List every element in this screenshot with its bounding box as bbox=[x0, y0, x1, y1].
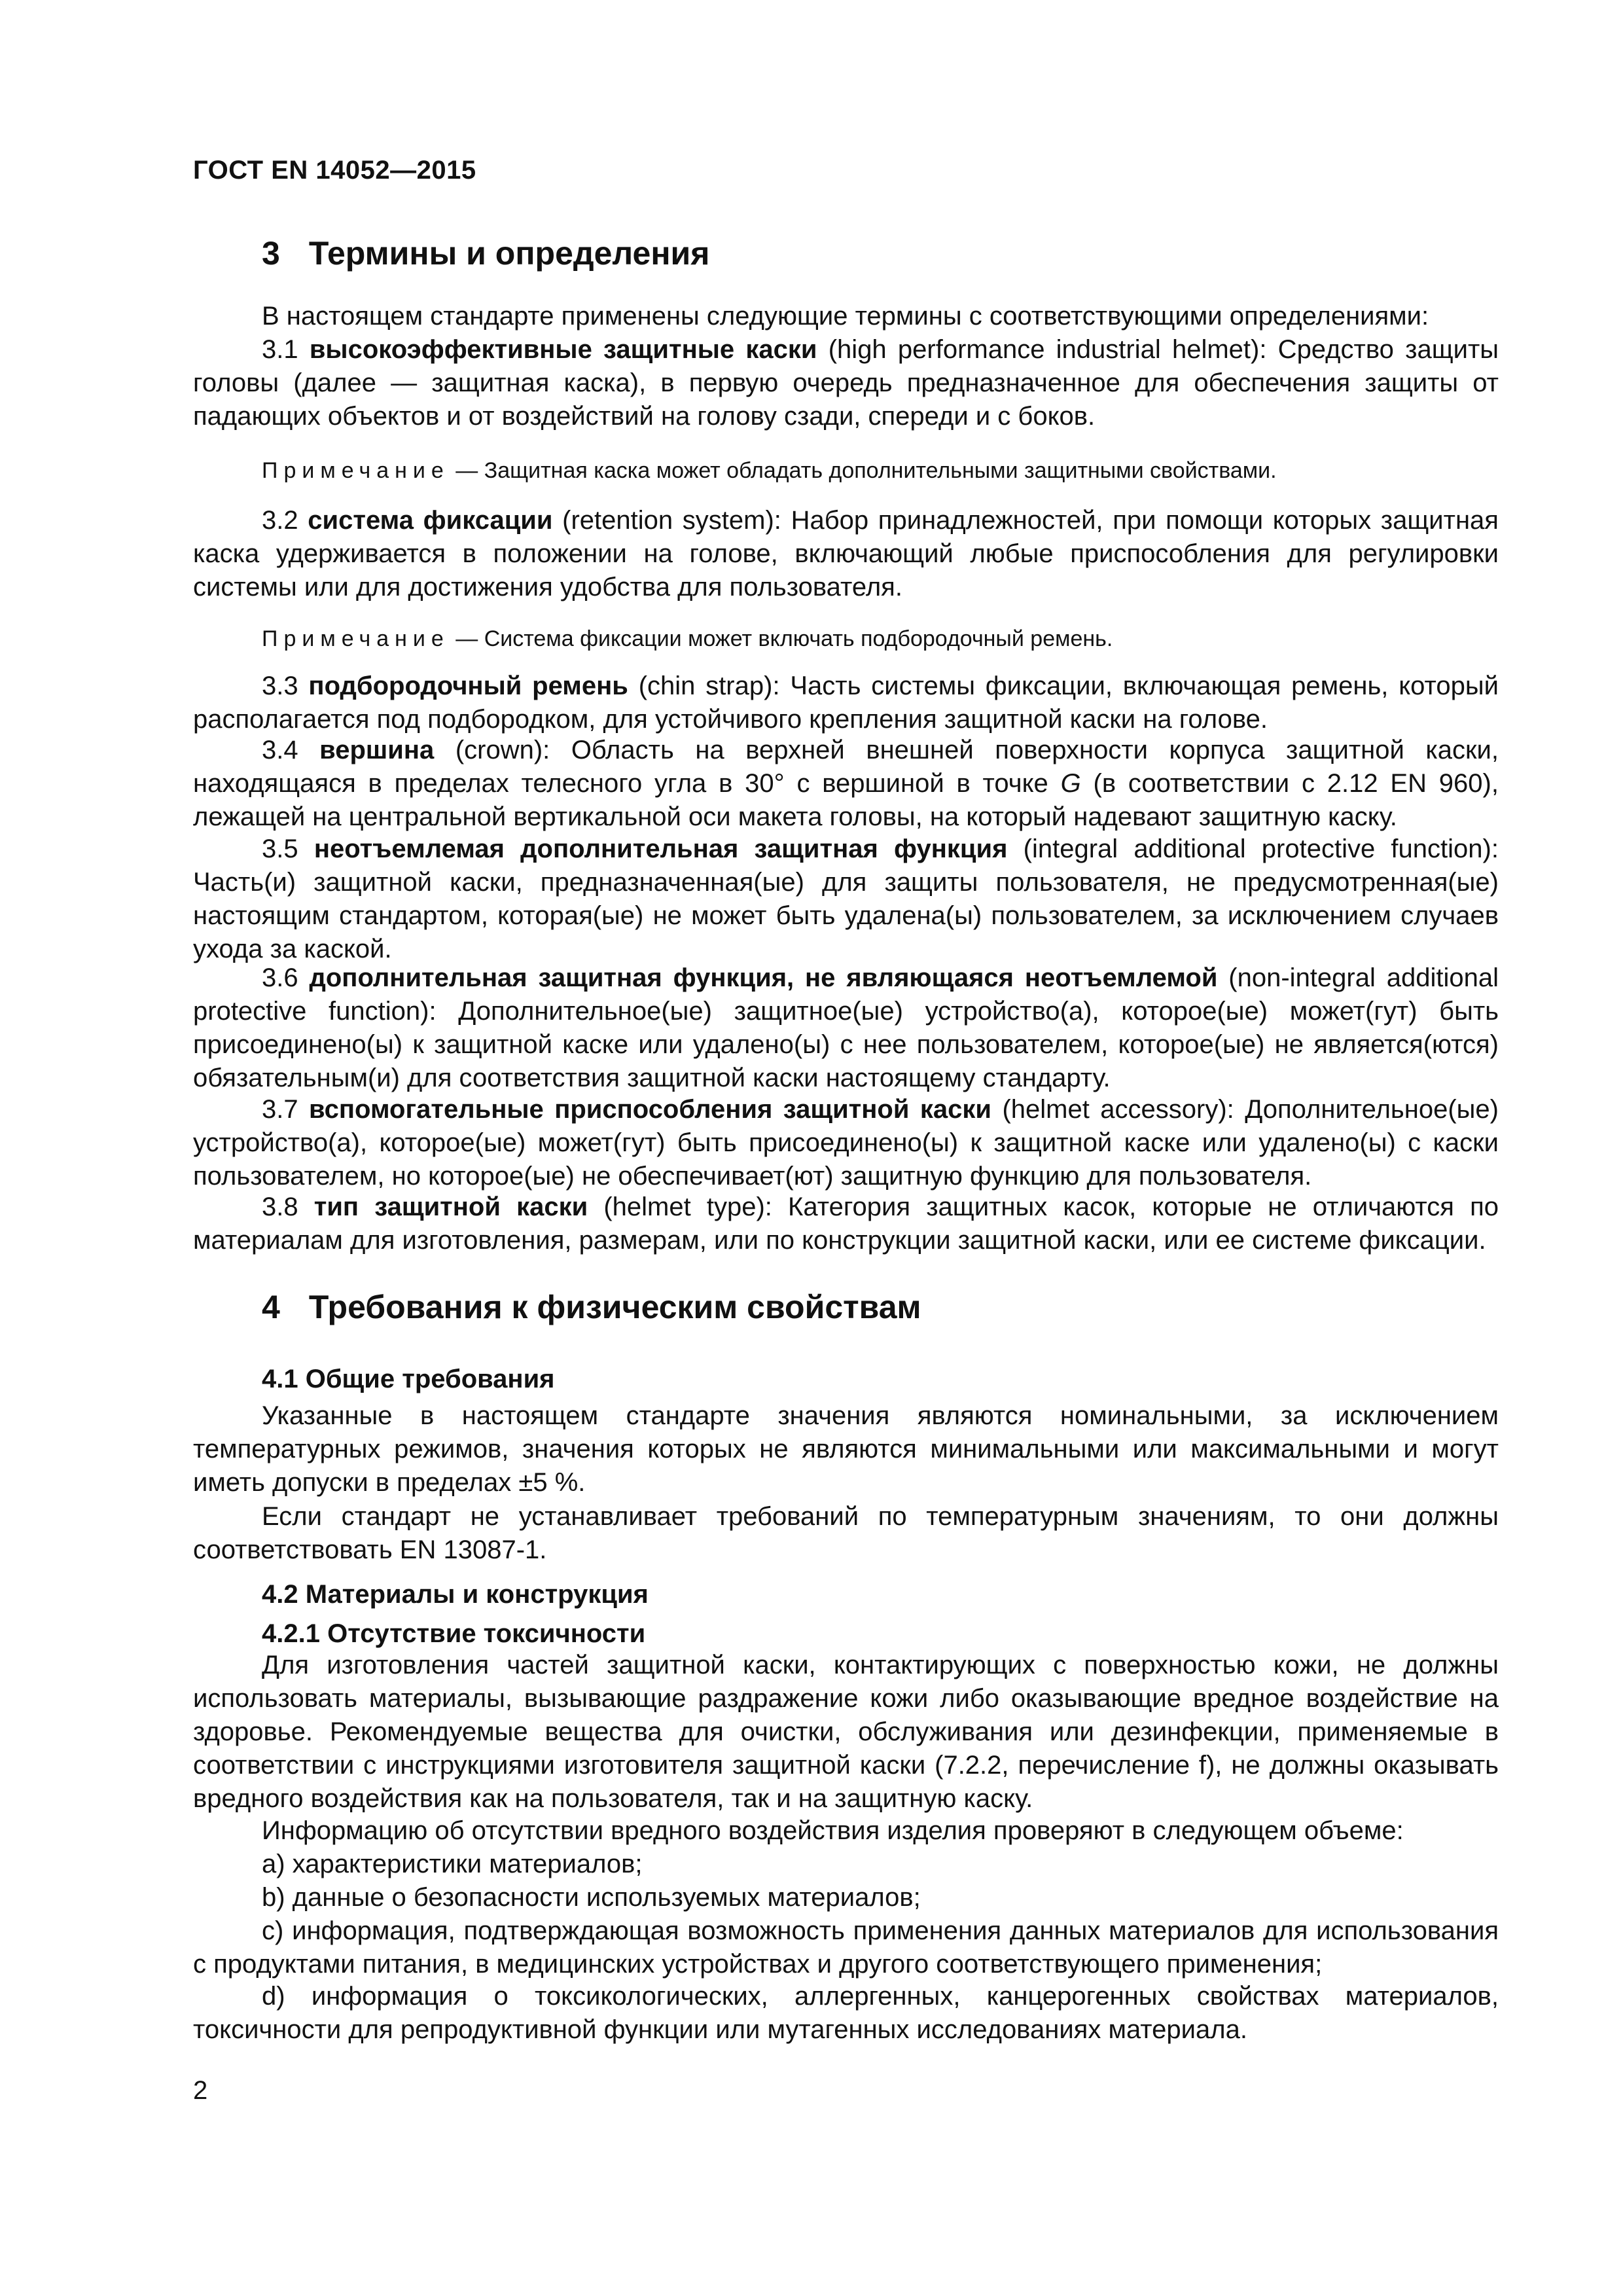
note-1-text: — Защитная каска может обладать дополнительными защитными свойствами. bbox=[455, 458, 1277, 483]
term-3-5 bbox=[193, 833, 1499, 966]
term-3-2-term: система фиксации bbox=[308, 506, 553, 535]
document-header: ГОСТ EN 14052—2015 bbox=[193, 156, 476, 185]
term-3-2-number: 3.2 bbox=[262, 506, 298, 535]
term-3-7-number: 3.7 bbox=[262, 1095, 298, 1124]
note-2 bbox=[262, 624, 1499, 653]
term-3-5-term: неотъемлемая дополнительная защитная функция bbox=[313, 834, 1008, 863]
term-3-8-number: 3.8 bbox=[262, 1193, 298, 1221]
section-3-title: Термины и определения bbox=[308, 235, 710, 272]
term-3-3-term: подбородочный ремень bbox=[308, 672, 628, 700]
note-1-label: Примечание bbox=[262, 458, 450, 483]
term-3-6-term: дополнительная защитная функция, не являющаяся неотъемлемой bbox=[309, 963, 1218, 992]
section-4-number: 4 bbox=[262, 1289, 280, 1325]
term-3-1-number: 3.1 bbox=[262, 335, 298, 364]
term-3-4-definition-b: (в соответствии с 2.12 EN 960), лежащей на центральной вертикальной оси макета головы, на который надевают защитную каску. bbox=[193, 769, 1499, 831]
term-3-1-definition: (high performance industrial helmet): Средство защиты головы (далее — защитная каска), в первую очередь предназначенное для обеспечения защиты от падающих объектов и от воздействий на голову сзади, спереди и с боков. bbox=[193, 335, 1499, 431]
subsection-4-2-1-title: 4.2.1 Отсутствие токсичности bbox=[262, 1619, 646, 1648]
section-3-intro: В настоящем стандарте применены следующие термины с соответствующими определениями: bbox=[262, 302, 1429, 331]
subsection-4-1-paragraph-1: Указанные в настоящем стандарте значения являются номинальными, за исключением температурных режимов, значения которых не являются минимальными или максимальными и могут иметь допуски в пределах ±5 %. bbox=[193, 1401, 1499, 1497]
term-3-3-number: 3.3 bbox=[262, 672, 298, 700]
subsection-4-1-paragraph-2: Если стандарт не устанавливает требований по температурным значениям, то они должны соответствовать EN 13087-1. bbox=[193, 1502, 1499, 1564]
term-3-1 bbox=[193, 333, 1499, 433]
term-3-5-number: 3.5 bbox=[262, 834, 298, 863]
term-3-7-term: вспомогательные приспособления защитной каски bbox=[309, 1095, 992, 1124]
note-2-label: Примечание bbox=[262, 626, 450, 651]
term-3-7 bbox=[193, 1093, 1499, 1193]
term-3-8 bbox=[193, 1191, 1499, 1257]
section-3-number: 3 bbox=[262, 235, 280, 272]
term-3-7-definition: (helmet accessory): Дополнительное(ые) устройство(а), которое(ые) может(гут) быть присоединено(ы) к защитной каске или удалено(ы) с каски пользователем, но которое(ые) не обеспечивает(ют) защитную функцию для пользователя. bbox=[193, 1095, 1499, 1191]
term-3-3-definition: (chin strap): Часть системы фиксации, включающая ремень, который располагается под подбородком, для устойчивого крепления защитной каски на голове. bbox=[193, 672, 1499, 734]
term-3-2 bbox=[193, 504, 1499, 604]
term-3-4-definition-a: (crown): Область на верхней внешней поверхности корпуса защитной каски, находящаяся в пределах телесного угла в 30° с вершиной в точке bbox=[193, 736, 1499, 798]
subsection-4-2-1-paragraph-1: Для изготовления частей защитной каски, контактирующих с поверхностью кожи, не должны использовать материалы, вызывающие раздражение кожи либо оказывающие вредное воздействие на здоровье. Рекомендуемые вещества для очистки, обслуживания или дезинфекции, применяемые в соответствии с инструкциями изготовителя защитной каски (7.2.2, перечисление f), не должны оказывать вредного воздействия как на пользователя, так и на защитную каску. bbox=[193, 1651, 1499, 1813]
section-4-title: Требования к физическим свойствам bbox=[308, 1289, 921, 1325]
term-3-8-term: тип защитной каски bbox=[313, 1193, 588, 1221]
section-4-heading bbox=[262, 1288, 921, 1326]
list-item-d: d) информация о токсикологических, аллергенных, канцерогенных свойствах материалов, токсичности для репродуктивной функции или мутагенных исследованиях материала. bbox=[193, 1982, 1499, 2044]
term-3-4-number: 3.4 bbox=[262, 736, 298, 764]
list-item-b: b) данные о безопасности используемых материалов; bbox=[262, 1883, 921, 1912]
term-3-4 bbox=[193, 734, 1499, 834]
term-3-5-definition: (integral additional protective function): Часть(и) защитной каски, предназначенная(ые) для защиты пользователя, не предусмотренная(ые) настоящим стандартом, которая(ые) не может быть удалена(ы) пользователем, за исключением случаев ухода за каской. bbox=[193, 834, 1499, 963]
page-number: 2 bbox=[193, 2076, 208, 2105]
term-3-8-definition: (helmet type): Категория защитных касок, которые не отличаются по материалам для изготовления, размерам, или по конструкции защитной каски, или ее системе фиксации. bbox=[193, 1193, 1499, 1255]
note-2-text: — Система фиксации может включать подбородочный ремень. bbox=[455, 626, 1113, 651]
term-3-6 bbox=[193, 961, 1499, 1095]
list-item-c: c) информация, подтверждающая возможность применения данных материалов для использования с продуктами питания, в медицинских устройствах и другого соответствующего применения; bbox=[193, 1916, 1499, 1979]
subsection-4-2-1-paragraph-2: Информацию об отсутствии вредного воздействия изделия проверяют в следующем объеме: bbox=[262, 1816, 1404, 1845]
note-1 bbox=[262, 456, 1499, 485]
term-3-4-term: вершина bbox=[319, 736, 435, 764]
list-item-a: a) характеристики материалов; bbox=[262, 1850, 643, 1878]
point-g-label: G bbox=[1060, 769, 1081, 798]
term-3-6-number: 3.6 bbox=[262, 963, 298, 992]
subsection-4-1-title: 4.1 Общие требования bbox=[262, 1365, 555, 1393]
term-3-3 bbox=[193, 670, 1499, 736]
term-3-2-definition: (retention system): Набор принадлежностей, при помощи которых защитная каска удерживается в положении на голове, включающий любые приспособления для регулировки системы или для достижения удобства для пользователя. bbox=[193, 506, 1499, 601]
term-3-1-term: высокоэффективные защитные каски bbox=[309, 335, 817, 364]
subsection-4-2-title: 4.2 Материалы и конструкция bbox=[262, 1580, 649, 1609]
term-3-6-definition: (non-integral additional protective function): Дополнительное(ые) защитное(ые) устройство(а), которое(ые) может(гут) быть присоединено(ы) к защитной каске или удалено(ы) с нее пользователем, которое(ые) не является(ются) обязательным(и) для соответствия защитной каски настоящему стандарту. bbox=[193, 963, 1499, 1092]
section-3-heading bbox=[262, 234, 709, 272]
